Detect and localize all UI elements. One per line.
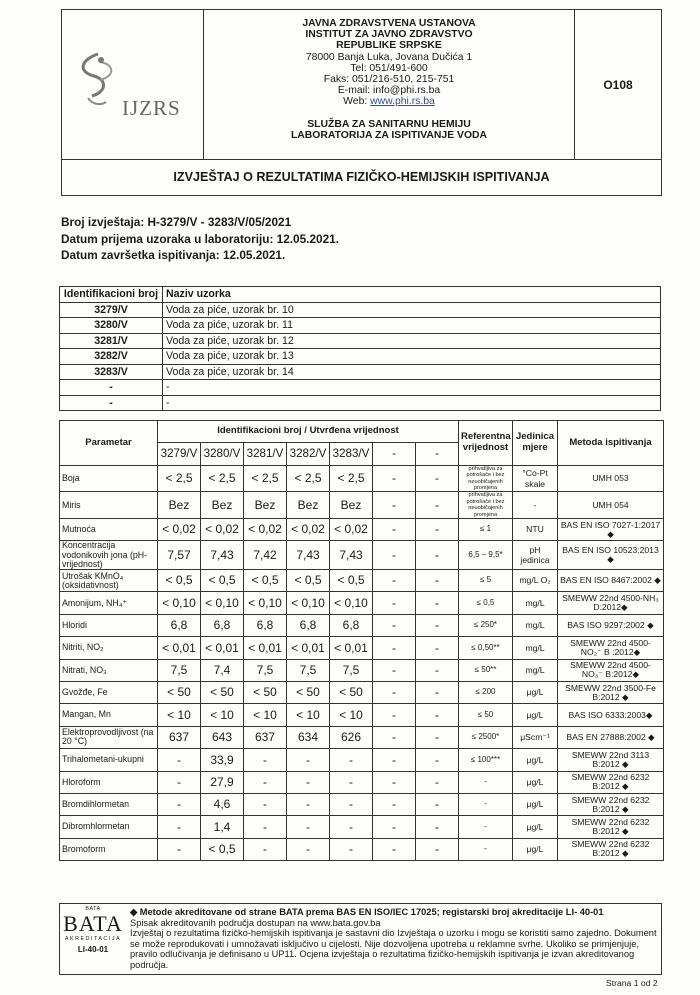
parameter-name: Koncentracija vodonikovih jona (pH-vrijednost): [60, 541, 158, 570]
result-value: -: [416, 816, 459, 838]
result-row: [60, 726, 664, 748]
caduceus-icon: [70, 50, 125, 110]
result-value: < 2,5: [158, 465, 201, 492]
result-value: < 0,01: [158, 637, 201, 659]
test-method: BAS EN ISO 10523:2013 ◆: [558, 541, 664, 570]
bata-code: LI-40-01: [77, 945, 109, 954]
result-value: < 0,01: [201, 637, 244, 659]
result-value: -: [330, 793, 373, 815]
test-method: BAS EN ISO 8467:2002 ◆: [558, 570, 664, 592]
result-value: Bez: [158, 492, 201, 519]
accreditation-note: ◆ Metode akreditovane od strane BATA prema BAS EN ISO/IEC 17025; registarski broj akreditacije LI- 40-01: [130, 907, 604, 917]
result-value: < 10: [244, 704, 287, 726]
result-value: < 0,01: [287, 637, 330, 659]
unit: μScm⁻¹: [513, 726, 558, 748]
bata-sub-text: AKREDITACIJA: [64, 936, 122, 942]
result-value: 6,8: [330, 614, 373, 636]
col-header-sample-id: -: [373, 443, 416, 465]
result-value: < 0,01: [330, 637, 373, 659]
result-value: < 0,10: [244, 592, 287, 614]
report-title: IZVJEŠTAJ O REZULTATIMA FIZIČKO-HEMIJSKIH ISPITIVANJA: [61, 160, 662, 196]
result-value: -: [416, 614, 459, 636]
bata-top-text: BATA: [85, 906, 101, 912]
reference-value: ≤ 2500*: [459, 726, 513, 748]
result-row: [60, 519, 664, 541]
result-value: -: [416, 681, 459, 703]
result-value: < 2,5: [201, 465, 244, 492]
reference-value: ≤ 0,50**: [459, 637, 513, 659]
result-value: -: [244, 838, 287, 860]
col-header-sample-id: 3280/V: [201, 443, 244, 465]
result-value: -: [373, 465, 416, 492]
result-value: -: [373, 726, 416, 748]
unit: μg/L: [513, 704, 558, 726]
unit: pH jedinica: [513, 541, 558, 570]
reference-value: -: [459, 816, 513, 838]
web-line: [204, 96, 574, 107]
test-method: SMEWW 22nd 3500-Fe B:2012 ◆: [558, 681, 664, 703]
results-header-row: [60, 421, 664, 443]
test-method: BAS ISO 9297:2002 ◆: [558, 614, 664, 636]
result-row: [60, 570, 664, 592]
result-value: < 0,10: [158, 592, 201, 614]
logo-text: IJZRS: [122, 96, 181, 120]
result-value: < 0,5: [244, 570, 287, 592]
test-method: SMEWW 22nd 6232 B:2012 ◆: [558, 838, 664, 860]
result-value: < 0,02: [244, 519, 287, 541]
result-value: 7,5: [158, 659, 201, 681]
reference-value: ≤ 1: [459, 519, 513, 541]
result-value: 6,8: [287, 614, 330, 636]
institute-line: REPUBLIKE SRPSKE: [336, 40, 442, 52]
result-value: -: [373, 749, 416, 771]
result-value: 7,43: [330, 541, 373, 570]
test-method: SMEWW 22nd 4500-NO₃⁻ B:2012◆: [558, 659, 664, 681]
result-value: 6,8: [244, 614, 287, 636]
reference-value: ≤ 5: [459, 570, 513, 592]
email-line: E-mail: info@phi.rs.ba: [337, 85, 441, 97]
result-value: -: [244, 749, 287, 771]
parameter-name: Amonijum, NH₄⁺: [60, 592, 158, 614]
samples-table: [59, 286, 661, 411]
test-method: SMEWW 22nd 4500-NH₃ D:2012◆: [558, 592, 664, 614]
result-value: -: [287, 771, 330, 793]
result-value: -: [330, 771, 373, 793]
sample-name: -: [163, 395, 661, 411]
result-value: Bez: [244, 492, 287, 519]
unit: mg/L: [513, 614, 558, 636]
result-value: 7,4: [201, 659, 244, 681]
result-value: 33,9: [201, 749, 244, 771]
result-value: -: [330, 838, 373, 860]
result-value: 637: [244, 726, 287, 748]
result-value: -: [416, 749, 459, 771]
col-header-sample-id: 3282/V: [287, 443, 330, 465]
parameter-name: Mangan, Mn: [60, 704, 158, 726]
test-method: SMEWW 22nd 6232 B:2012 ◆: [558, 816, 664, 838]
sample-row: [60, 333, 661, 349]
result-value: -: [373, 519, 416, 541]
reference-value: ≤ 250*: [459, 614, 513, 636]
result-value: 7,43: [287, 541, 330, 570]
parameter-name: Trihalometani-ukupni: [60, 749, 158, 771]
result-value: 1,4: [201, 816, 244, 838]
result-value: Bez: [287, 492, 330, 519]
result-value: 7,57: [158, 541, 201, 570]
footer-notes: [130, 907, 660, 971]
parameter-name: Dibromhlormetan: [60, 816, 158, 838]
test-method: SMEWW 22nd 6232 B:2012 ◆: [558, 793, 664, 815]
result-value: < 2,5: [330, 465, 373, 492]
sample-name: Voda za piće, uzorak br. 11: [163, 318, 661, 334]
sample-id: 3282/V: [60, 349, 163, 365]
result-value: 4,6: [201, 793, 244, 815]
result-value: -: [244, 771, 287, 793]
result-value: -: [330, 749, 373, 771]
page-number: Strana 1 od 2: [606, 978, 658, 988]
result-value: < 0,5: [158, 570, 201, 592]
results-table: [59, 420, 664, 861]
result-row: [60, 771, 664, 793]
unit: mg/L O₂: [513, 570, 558, 592]
col-header-id: Identifikacioni broj: [60, 287, 163, 303]
parameter-name: Hloridi: [60, 614, 158, 636]
result-value: < 10: [330, 704, 373, 726]
result-value: < 0,02: [330, 519, 373, 541]
result-value: -: [416, 637, 459, 659]
result-value: -: [416, 592, 459, 614]
result-value: -: [373, 492, 416, 519]
result-value: < 0,5: [287, 570, 330, 592]
result-row: [60, 704, 664, 726]
footer: [59, 903, 662, 975]
reference-value: ≤ 0,5: [459, 592, 513, 614]
result-value: -: [416, 519, 459, 541]
disclaimer: Izvještaj o rezultatima fizičko-hemijskih ispitivanja je sastavni dio Izvještaja o uzorku i mogu se koristiti samo zajedno. Dokument se može reprodukovati i umnožavati isključivo u cijelosti. Nije dozvoljena upotreba u reklamne svrhe. Ukoliko se primjenjuje, pravilo odlučivanja je definisano u UP11. Ocjena izvještaja o rezultatima fizičko-hemijskih ispitivanja je izvan akreditovanog područja.: [130, 928, 657, 970]
form-code: O108: [603, 77, 633, 92]
unit: mg/L: [513, 659, 558, 681]
result-value: < 10: [287, 704, 330, 726]
result-value: -: [416, 492, 459, 519]
samples-header-row: [60, 287, 661, 303]
result-value: -: [373, 793, 416, 815]
institute-line: INSTITUT ZA JAVNO ZDRAVSTVO: [305, 29, 473, 41]
result-value: -: [244, 793, 287, 815]
result-value: -: [416, 541, 459, 570]
sample-name: Voda za piće, uzorak br. 13: [163, 349, 661, 365]
unit: -: [513, 492, 558, 519]
result-row: [60, 659, 664, 681]
result-value: -: [158, 816, 201, 838]
completion-date: Datum završetka ispitivanja: 12.05.2021.: [61, 248, 286, 263]
result-value: 637: [158, 726, 201, 748]
result-value: < 0,10: [287, 592, 330, 614]
result-value: -: [373, 637, 416, 659]
parameter-name: Nitrati, NO₃: [60, 659, 158, 681]
sample-id: 3279/V: [60, 302, 163, 318]
web-label: Web:: [343, 96, 368, 108]
sample-row: [60, 364, 661, 380]
parameter-name: Hloroform: [60, 771, 158, 793]
result-row: [60, 492, 664, 519]
result-value: 626: [330, 726, 373, 748]
result-value: < 50: [201, 681, 244, 703]
result-value: Bez: [330, 492, 373, 519]
parameter-name: Mutnoća: [60, 519, 158, 541]
result-value: < 0,10: [330, 592, 373, 614]
result-value: -: [158, 838, 201, 860]
sample-row: [60, 302, 661, 318]
result-value: 6,8: [158, 614, 201, 636]
result-value: -: [373, 771, 416, 793]
result-value: 6,8: [201, 614, 244, 636]
result-value: -: [287, 838, 330, 860]
bata-logo: [62, 904, 124, 974]
result-value: -: [373, 681, 416, 703]
reference-value: prihvatljiva za potrošače i bez neuobičajenih promjena: [459, 465, 513, 492]
unit: mg/L: [513, 637, 558, 659]
result-row: [60, 793, 664, 815]
reference-value: -: [459, 838, 513, 860]
result-value: 634: [287, 726, 330, 748]
result-value: 7,42: [244, 541, 287, 570]
result-value: < 0,5: [201, 570, 244, 592]
col-header-ref: Referentna vrijednost: [459, 421, 513, 466]
unit: μg/L: [513, 838, 558, 860]
result-value: -: [158, 793, 201, 815]
test-method: BAS ISO 6333:2003◆: [558, 704, 664, 726]
reference-value: prihvatljiva za potrošače i bez neuobičajenih promjena: [459, 492, 513, 519]
result-value: < 0,02: [201, 519, 244, 541]
parameter-name: Bromdihlormetan: [60, 793, 158, 815]
result-value: -: [244, 816, 287, 838]
result-value: < 10: [201, 704, 244, 726]
sample-id: 3280/V: [60, 318, 163, 334]
result-value: -: [416, 726, 459, 748]
test-method: UMH 054: [558, 492, 664, 519]
result-value: -: [373, 659, 416, 681]
reference-value: -: [459, 771, 513, 793]
reference-value: ≤ 50: [459, 704, 513, 726]
service-line: SLUŽBA ZA SANITARNU HEMIJU: [307, 118, 471, 130]
receipt-date: Datum prijema uzoraka u laboratoriju: 12.05.2021.: [61, 231, 339, 246]
test-method: BAS EN 27888:2002 ◆: [558, 726, 664, 748]
result-value: < 0,10: [201, 592, 244, 614]
result-row: [60, 816, 664, 838]
test-method: SMEWW 22nd 4500-NO₂⁻ B :2012◆: [558, 637, 664, 659]
result-row: [60, 838, 664, 860]
parameter-name: Boja: [60, 465, 158, 492]
result-value: -: [416, 771, 459, 793]
institute-info: [204, 10, 575, 159]
result-row: [60, 541, 664, 570]
result-value: -: [158, 771, 201, 793]
unit: °Co-Pt skale: [513, 465, 558, 492]
result-value: -: [416, 465, 459, 492]
fax-line: Faks: 051/216-510, 215-751: [323, 74, 455, 86]
col-header-unit: Jedinica mjere: [513, 421, 558, 466]
result-value: -: [373, 614, 416, 636]
test-method: BAS EN ISO 7027-1:2017 ◆: [558, 519, 664, 541]
result-value: Bez: [201, 492, 244, 519]
sample-row: [60, 380, 661, 396]
result-row: [60, 614, 664, 636]
sample-id: -: [60, 380, 163, 396]
result-value: -: [373, 704, 416, 726]
parameter-name: Nitriti, NO₂: [60, 637, 158, 659]
parameter-name: Bromoform: [60, 838, 158, 860]
test-method: SMEWW 22nd 3113 B:2012 ◆: [558, 749, 664, 771]
phone-line: Tel: 051/491-600: [350, 62, 428, 74]
bata-mark: BATA: [63, 911, 123, 936]
result-value: 7,5: [244, 659, 287, 681]
sample-id: -: [60, 395, 163, 411]
result-value: -: [287, 816, 330, 838]
result-value: -: [373, 838, 416, 860]
result-value: -: [416, 838, 459, 860]
col-header-sample-id: -: [416, 443, 459, 465]
sample-name: Voda za piće, uzorak br. 10: [163, 302, 661, 318]
result-value: < 50: [330, 681, 373, 703]
result-value: < 0,01: [244, 637, 287, 659]
reference-value: ≤ 50**: [459, 659, 513, 681]
result-row: [60, 681, 664, 703]
col-header-method: Metoda ispitivanja: [558, 421, 664, 466]
result-value: -: [373, 592, 416, 614]
col-header-param: Parametar: [60, 421, 158, 466]
result-value: -: [373, 816, 416, 838]
reference-value: ≤ 100***: [459, 749, 513, 771]
reference-value: 6,5 – 9,5*: [459, 541, 513, 570]
result-value: -: [373, 541, 416, 570]
reference-value: ≤ 200: [459, 681, 513, 703]
col-header-sample-id: 3281/V: [244, 443, 287, 465]
report-header: [61, 9, 662, 160]
result-value: -: [416, 570, 459, 592]
unit: μg/L: [513, 749, 558, 771]
result-value: -: [373, 570, 416, 592]
parameter-name: Miris: [60, 492, 158, 519]
result-value: < 0,02: [287, 519, 330, 541]
report-meta: [61, 214, 339, 264]
parameter-name: Gvožđe, Fe: [60, 681, 158, 703]
sample-row: [60, 395, 661, 411]
result-row: [60, 592, 664, 614]
scope-note: Spisak akreditovanih područja dostupan na www.bata.gov.ba: [130, 917, 381, 928]
report-number: Broj izvještaja: H-3279/V - 3283/V/05/2021: [61, 215, 292, 229]
sample-name: Voda za piće, uzorak br. 14: [163, 364, 661, 380]
sample-id: 3283/V: [60, 364, 163, 380]
unit: NTU: [513, 519, 558, 541]
result-value: < 50: [244, 681, 287, 703]
unit: μg/L: [513, 816, 558, 838]
result-value: 7,5: [330, 659, 373, 681]
parameter-name: Utrošak KMnO₄ (oksidativnost): [60, 570, 158, 592]
sample-name: Voda za piće, uzorak br. 12: [163, 333, 661, 349]
unit: μg/L: [513, 681, 558, 703]
institute-line: JAVNA ZDRAVSTVENA USTANOVA: [302, 18, 476, 29]
result-row: [60, 749, 664, 771]
sample-name: -: [163, 380, 661, 396]
result-value: 7,5: [287, 659, 330, 681]
result-value: 27,9: [201, 771, 244, 793]
result-value: < 2,5: [244, 465, 287, 492]
result-value: 7,43: [201, 541, 244, 570]
web-link[interactable]: www.phi.rs.ba: [370, 96, 435, 108]
address-line: 78000 Banja Luka, Jovana Dučića 1: [305, 51, 473, 63]
result-value: -: [416, 659, 459, 681]
result-value: < 2,5: [287, 465, 330, 492]
test-method: SMEWW 22nd 6232 B:2012 ◆: [558, 771, 664, 793]
result-row: [60, 465, 664, 492]
col-header-group: Identifikacioni broj / Utvrđena vrijednost: [158, 421, 459, 443]
result-value: < 0,02: [158, 519, 201, 541]
unit: μg/L: [513, 793, 558, 815]
institute-logo: [62, 10, 204, 159]
col-header-name: Naziv uzorka: [163, 287, 661, 303]
unit: μg/L: [513, 771, 558, 793]
result-value: -: [158, 749, 201, 771]
sample-id: 3281/V: [60, 333, 163, 349]
test-method: UMH 053: [558, 465, 664, 492]
result-value: < 10: [158, 704, 201, 726]
result-value: 643: [201, 726, 244, 748]
result-value: < 0,5: [330, 570, 373, 592]
result-value: < 50: [287, 681, 330, 703]
col-header-sample-id: 3279/V: [158, 443, 201, 465]
result-value: < 50: [158, 681, 201, 703]
col-header-sample-id: 3283/V: [330, 443, 373, 465]
result-value: -: [416, 793, 459, 815]
service-line: LABORATORIJA ZA ISPITIVANJE VODA: [290, 129, 488, 141]
parameter-name: Elektroprovodljivost (na 20 °C): [60, 726, 158, 748]
result-value: -: [287, 793, 330, 815]
result-value: -: [330, 816, 373, 838]
result-value: < 0,5: [201, 838, 244, 860]
unit: mg/L: [513, 592, 558, 614]
sample-row: [60, 318, 661, 334]
result-value: -: [416, 704, 459, 726]
reference-value: -: [459, 793, 513, 815]
result-value: -: [287, 749, 330, 771]
sample-row: [60, 349, 661, 365]
result-row: [60, 637, 664, 659]
